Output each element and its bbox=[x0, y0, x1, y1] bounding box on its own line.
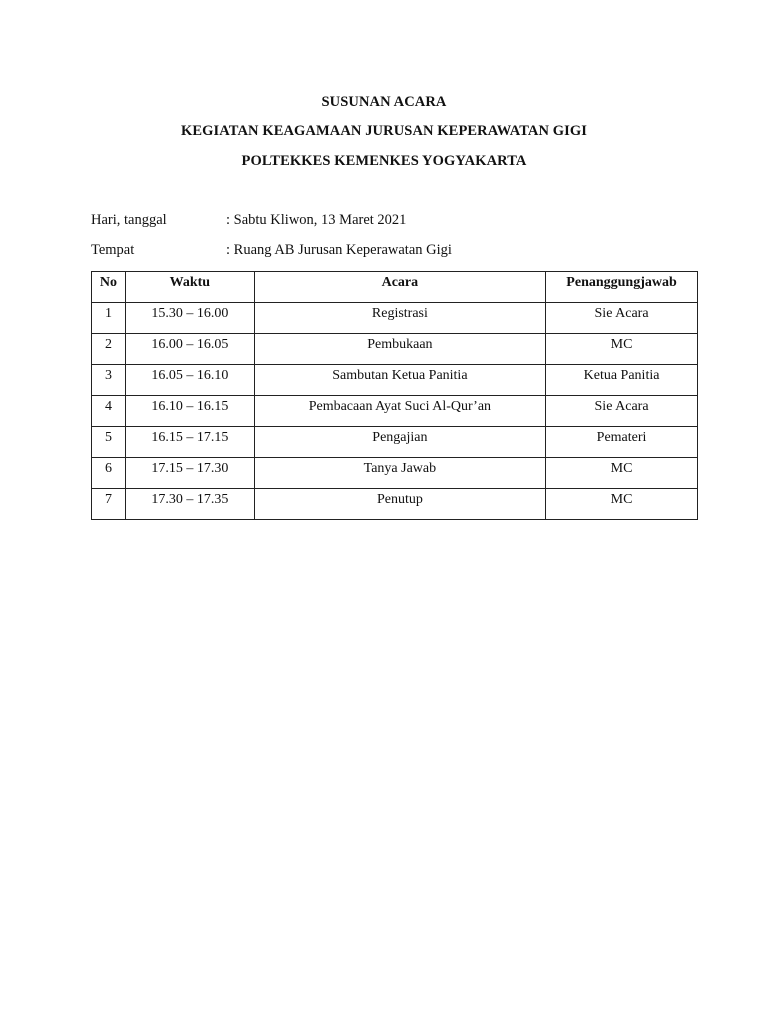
column-header-time: Waktu bbox=[125, 272, 254, 303]
column-header-event: Acara bbox=[254, 272, 545, 303]
cell-time: 17.30 – 17.35 bbox=[125, 489, 254, 520]
table-row bbox=[92, 458, 698, 489]
cell-pic: Sie Acara bbox=[546, 396, 698, 427]
cell-pic: Sie Acara bbox=[546, 303, 698, 334]
cell-pic: Pemateri bbox=[546, 427, 698, 458]
table-row bbox=[92, 489, 698, 520]
cell-time: 15.30 – 16.00 bbox=[125, 303, 254, 334]
table-row bbox=[92, 365, 698, 396]
place-row bbox=[91, 242, 452, 259]
cell-no: 5 bbox=[92, 427, 126, 458]
table-header-row bbox=[92, 272, 698, 303]
cell-time: 16.00 – 16.05 bbox=[125, 334, 254, 365]
cell-event: Pembukaan bbox=[254, 334, 545, 365]
table-row bbox=[92, 427, 698, 458]
cell-time: 16.10 – 16.15 bbox=[125, 396, 254, 427]
cell-no: 3 bbox=[92, 365, 126, 396]
column-header-no: No bbox=[92, 272, 126, 303]
cell-time: 16.15 – 17.15 bbox=[125, 427, 254, 458]
cell-pic: MC bbox=[546, 489, 698, 520]
cell-pic: MC bbox=[546, 334, 698, 365]
document-subtitle: KEGIATAN KEAGAMAAN JURUSAN KEPERAWATAN GIGI bbox=[180, 123, 588, 139]
cell-no: 6 bbox=[92, 458, 126, 489]
table-row bbox=[92, 396, 698, 427]
table-row bbox=[92, 303, 698, 334]
cell-no: 2 bbox=[92, 334, 126, 365]
place-label: Tempat bbox=[91, 242, 135, 258]
cell-pic: Ketua Panitia bbox=[546, 365, 698, 396]
document-title: SUSUNAN ACARA bbox=[321, 94, 447, 110]
cell-event: Pembacaan Ayat Suci Al-Qur’an bbox=[254, 396, 545, 427]
place-value: : Ruang AB Jurusan Keperawatan Gigi bbox=[226, 242, 452, 258]
cell-no: 1 bbox=[92, 303, 126, 334]
cell-event: Registrasi bbox=[254, 303, 545, 334]
date-value: : Sabtu Kliwon, 13 Maret 2021 bbox=[226, 212, 407, 228]
cell-no: 4 bbox=[92, 396, 126, 427]
cell-time: 16.05 – 16.10 bbox=[125, 365, 254, 396]
column-header-pic: Penanggungjawab bbox=[546, 272, 698, 303]
cell-event: Tanya Jawab bbox=[254, 458, 545, 489]
cell-event: Penutup bbox=[254, 489, 545, 520]
cell-event: Sambutan Ketua Panitia bbox=[254, 365, 545, 396]
schedule-table bbox=[91, 271, 698, 520]
cell-pic: MC bbox=[546, 458, 698, 489]
table-row bbox=[92, 334, 698, 365]
cell-time: 17.15 – 17.30 bbox=[125, 458, 254, 489]
institution-name: POLTEKKES KEMENKES YOGYAKARTA bbox=[241, 153, 527, 169]
date-row bbox=[91, 212, 406, 229]
date-label: Hari, tanggal bbox=[91, 212, 167, 228]
cell-event: Pengajian bbox=[254, 427, 545, 458]
cell-no: 7 bbox=[92, 489, 126, 520]
